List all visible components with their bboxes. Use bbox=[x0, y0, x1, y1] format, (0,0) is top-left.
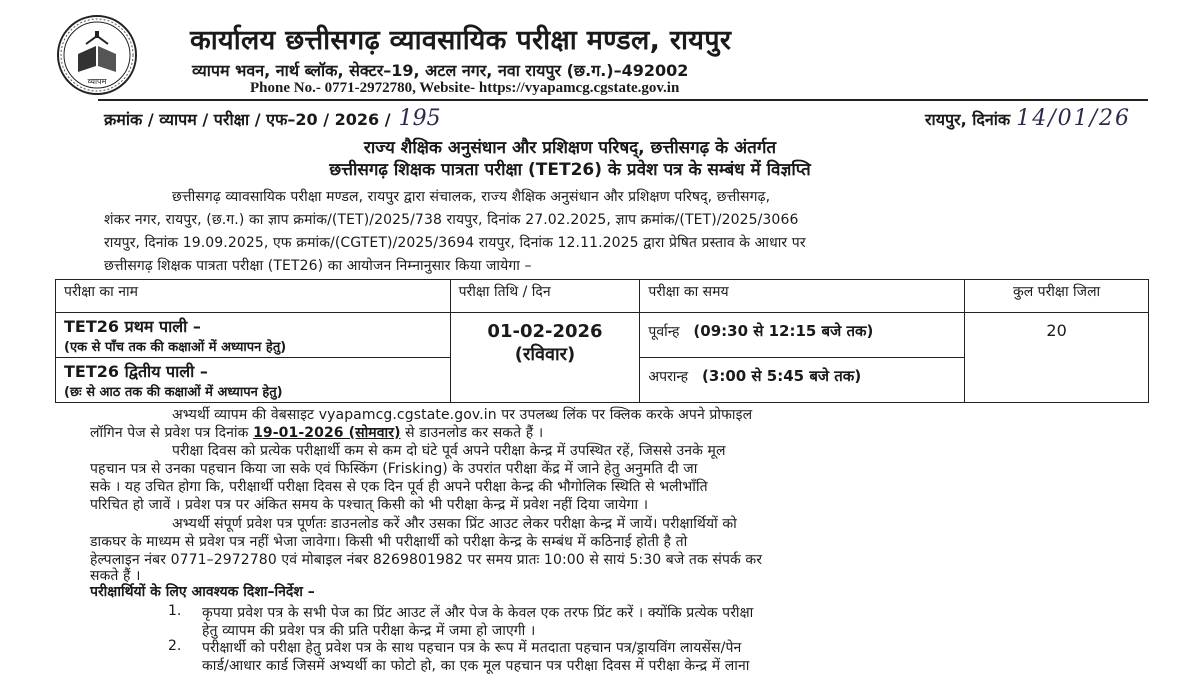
morning-time-cell bbox=[640, 313, 965, 358]
place-date-label: रायपुर, दिनांक bbox=[925, 110, 1011, 129]
afternoon-time-cell bbox=[640, 358, 965, 403]
para1-line2 bbox=[90, 423, 543, 442]
para2-line4: परिचित हो जावें । प्रवेश पत्र पर अंकित समय के पश्चात् किसी को भी परीक्षा केन्द्र में प्रवेश नहीं दिया जायेगा । bbox=[90, 497, 649, 513]
handwritten-date: 14/01/26 bbox=[1016, 106, 1132, 131]
svg-text:व्यापम: व्यापम bbox=[87, 77, 107, 86]
para1-line1: अभ्यर्थी व्यापम की वेबसाइट vyapamcg.cgstate.gov.in पर उपलब्ध लिंक पर क्लिक करके अपने प्रोफाइल bbox=[172, 407, 753, 423]
office-address: व्यापम भवन, नार्थ ब्लॉक, सेक्टर–19, अटल नगर, नवा रायपुर (छ.ग.)–492002 bbox=[192, 61, 689, 80]
shift1-name: TET26 प्रथम पाली – bbox=[64, 317, 201, 336]
shift2-cell bbox=[56, 358, 451, 403]
item1-line1: कृपया प्रवेश पत्र के सभी पेज का प्रिंट आउट लें और पेज के केवल एक तरफ प्रिंट करें । क्योंकि प्रत्येक परीक्षा bbox=[202, 605, 754, 621]
item2-number: 2. bbox=[168, 638, 182, 654]
col-exam-time: परीक्षा का समय bbox=[640, 280, 965, 313]
shift2-name: TET26 द्वितीय पाली – bbox=[64, 362, 208, 381]
item1-line2: हेतु व्यापम की प्रवेश पत्र की प्रति परीक्षा केन्द्र में जमा हो जाएगी । bbox=[202, 623, 536, 639]
shift1-desc: (एक से पाँच तक की कक्षाओं में अध्यापन हेतु) bbox=[64, 340, 287, 355]
para1-post: से डाउनलोड कर सकते हैं । bbox=[405, 425, 544, 441]
para2-line3: सके । यह उचित होगा कि, परीक्षार्थी परीक्षा दिवस से एक दिन पूर्व ही अपने परीक्षा केन्द्र की भौगोलिक स्थिति से भलीभाँति bbox=[90, 479, 708, 495]
handwritten-number: 195 bbox=[398, 106, 441, 131]
morning-label: पूर्वान्ह bbox=[648, 324, 680, 340]
para3-line3: हेल्पलाइन नंबर 0771–2972780 एवं मोबाइल नंबर 8269801982 पर समय प्रातः 10:00 से सायं 5:30 बजे तक संपर्क कर bbox=[90, 552, 763, 568]
exam-date-cell bbox=[450, 313, 640, 403]
table-row bbox=[56, 313, 1149, 358]
exam-schedule-table bbox=[55, 279, 1149, 403]
total-districts: 20 bbox=[965, 313, 1149, 403]
col-total-districts: कुल परीक्षा जिला bbox=[965, 280, 1149, 313]
vyapam-logo bbox=[56, 14, 138, 96]
admit-card-date: 19-01-2026 (सोमवार) bbox=[253, 425, 401, 441]
exam-day: (रविवार) bbox=[514, 344, 576, 365]
office-contact: Phone No.- 0771-2972780, Website- https://vyapamcg.cgstate.gov.in bbox=[250, 80, 680, 96]
place-date bbox=[925, 106, 1131, 131]
para3-line4: सकते हैं । bbox=[90, 568, 141, 584]
shift2-desc: (छः से आठ तक की कक्षाओं में अध्यापन हेतु) bbox=[64, 385, 283, 400]
intro-line-4: छत्तीसगढ़ शिक्षक पात्रता परीक्षा (TET26) का आयोजन निम्नानुसार किया जायेगा – bbox=[104, 258, 532, 274]
para3-line2: डाकघर के माध्यम से प्रवेश पत्र नहीं भेजा जावेगा। किसी भी परीक्षार्थी को परीक्षा केन्द्र के सम्बंध में कठिनाई होती है तो bbox=[90, 534, 688, 550]
exam-date: 01-02-2026 bbox=[487, 321, 603, 342]
para3-line1: अभ्यर्थी संपूर्ण प्रवेश पत्र पूर्णतः डाउनलोड करें और उसका प्रिंट आउट लेकर परीक्षा केन्द्र में जायें। परीक्षार्थियों को bbox=[172, 516, 737, 532]
col-exam-date: परीक्षा तिथि / दिन bbox=[450, 280, 640, 313]
intro-line-3: रायपुर, दिनांक 19.09.2025, एफ क्रमांक/(CGTET)/2025/3694 रायपुर, दिनांक 12.11.2025 द्वारा प्रेषित प्रस्ताव के आधार पर bbox=[104, 235, 806, 251]
para2-line1: परीक्षा दिवस को प्रत्येक परीक्षार्थी कम से कम दो घंटे पूर्व अपने परीक्षा केन्द्र में उपस्थित रहें, जिससे उनके मूल bbox=[172, 443, 726, 459]
subject-line-1: राज्य शैक्षिक अनुसंधान और प्रशिक्षण परिषद्, छत्तीसगढ़ के अंतर्गत bbox=[363, 138, 777, 158]
subject-line-2: छत्तीसगढ़ शिक्षक पात्रता परीक्षा (TET26) के प्रवेश पत्र के सम्बंध में विज्ञप्ति bbox=[329, 160, 811, 180]
reference-label: क्रमांक / व्यापम / परीक्षा / एफ–20 / 2026 / bbox=[104, 110, 391, 129]
afternoon-time: (3:00 से 5:45 बजे तक) bbox=[702, 367, 862, 385]
instructions-heading: परीक्षार्थियों के लिए आवश्यक दिशा–निर्देश – bbox=[90, 584, 315, 600]
intro-line-2: शंकर नगर, रायपुर, (छ.ग.) का ज्ञाप क्रमांक/(TET)/2025/738 रायपुर, दिनांक 27.02.2025, ज्ञाप क्रमांक/(TET)/2025/3066 bbox=[104, 212, 799, 228]
header-divider bbox=[98, 99, 1148, 101]
item2-line1: परीक्षार्थी को परीक्षा हेतु प्रवेश पत्र के साथ पहचान पत्र के रूप में मतदाता पहचान पत्र/ड्रायविंग लायसेंस/पेन bbox=[202, 640, 742, 656]
item1-number: 1. bbox=[168, 603, 182, 619]
reference-number bbox=[104, 106, 441, 131]
shift1-cell bbox=[56, 313, 451, 358]
col-exam-name: परीक्षा का नाम bbox=[56, 280, 451, 313]
morning-time: (09:30 से 12:15 बजे तक) bbox=[693, 322, 874, 340]
para1-pre: लॉगिन पेज से प्रवेश पत्र दिनांक bbox=[90, 425, 249, 441]
para2-line2: पहचान पत्र से उनका पहचान किया जा सके एवं फिस्किंग (Frisking) के उपरांत परीक्षा केंद्र में जाने हेतु अनुमति दी जा bbox=[90, 461, 698, 477]
intro-line-1: छत्तीसगढ़ व्यावसायिक परीक्षा मण्डल, रायपुर द्वारा संचालक, राज्य शैक्षिक अनुसंधान और प्रशिक्षण परिषद्, छत्तीसगढ़, bbox=[172, 189, 771, 205]
table-header-row bbox=[56, 280, 1149, 313]
afternoon-label: अपरान्ह bbox=[648, 369, 689, 385]
office-title: कार्यालय छत्तीसगढ़ व्यावसायिक परीक्षा मण्डल, रायपुर bbox=[190, 25, 732, 56]
item2-line2: कार्ड/आधार कार्ड जिसमें अभ्यर्थी का फोटो हो, का एक मूल पहचान पत्र परीक्षा दिवस में परीक्षा केन्द्र में लाना bbox=[202, 658, 750, 674]
